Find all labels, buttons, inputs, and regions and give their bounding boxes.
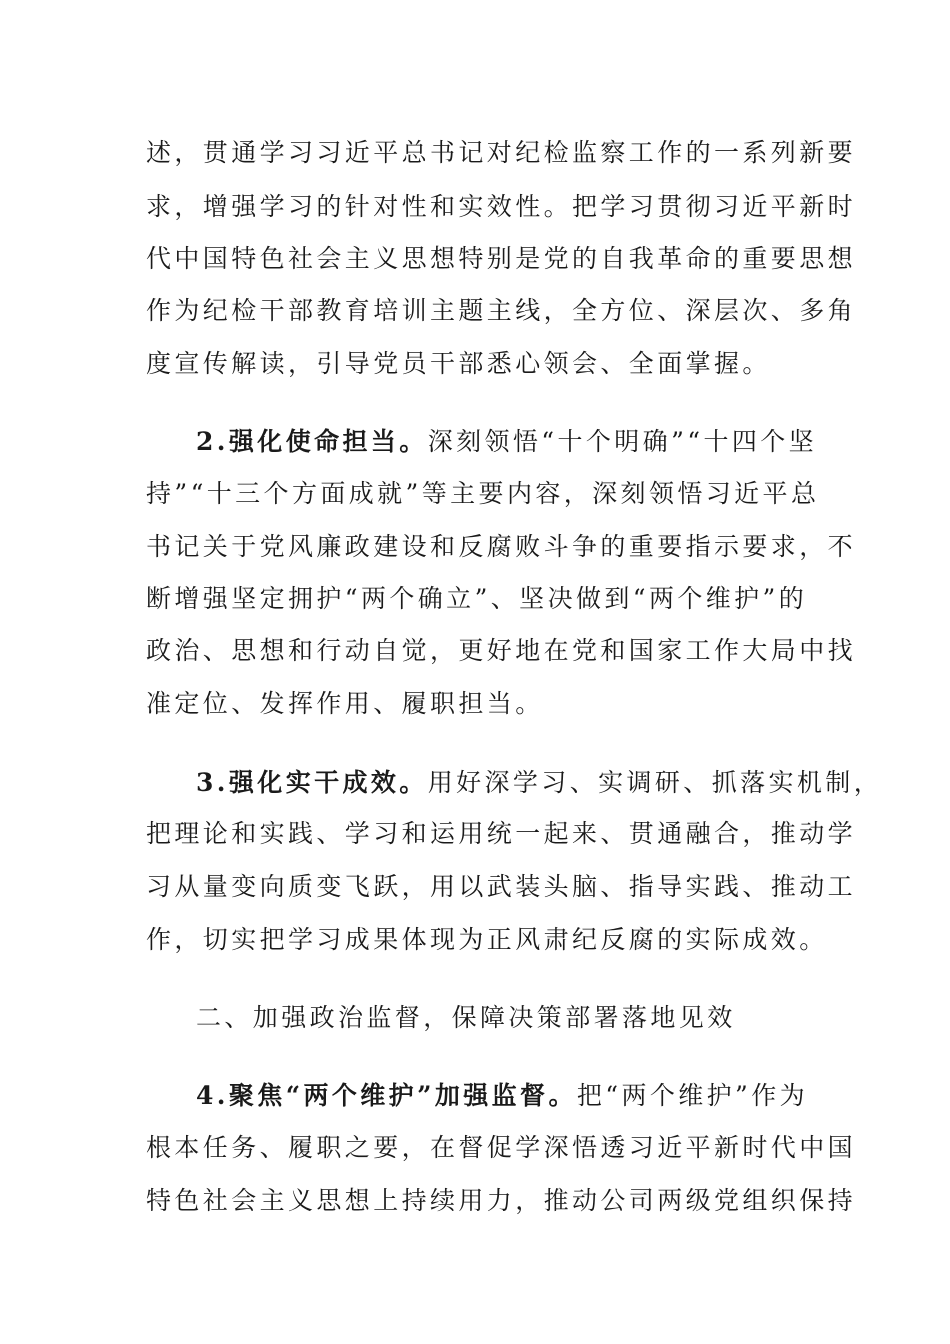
text-line: 根本任务、履职之要，在督促学深悟透习近平新时代中国 [146,1133,857,1162]
paragraph-first-line [196,427,817,457]
text-line: 准定位、发挥作用、履职担当。 [146,689,544,718]
text-line: 代中国特色社会主义思想特别是党的自我革命的重要思想 [146,244,857,273]
text-line: 度宣传解读，引导党员干部悉心领会、全面掌握。 [146,349,771,378]
paragraph-first-line [196,1081,808,1111]
paragraph-heading: 4.聚焦“两个维护”加强监督。 [196,1081,577,1110]
text-line: 习从量变向质变飞跃，用以武装头脑、指导实践、推动工 [146,872,857,901]
text-line: 特色社会主义思想上持续用力，推动公司两级党组织保持 [146,1186,857,1215]
text-line: 把理论和实践、学习和运用统一起来、贯通融合，推动学 [146,819,857,848]
paragraph-first-line [196,768,882,798]
paragraph-heading: 3.强化实干成效。 [196,768,428,797]
paragraph-text: 用好深学习、实调研、抓落实机制， [427,768,883,797]
text-line: 书记关于党风廉政建设和反腐败斗争的重要指示要求，不 [146,532,857,561]
text-line: 作，切实把学习成果体现为正风肃纪反腐的实际成效。 [146,925,828,954]
text-line: 持”“十三个方面成就”等主要内容，深刻领悟习近平总 [146,479,820,508]
section-heading: 二、加强政治监督，保障决策部署落地见效 [196,1003,736,1032]
text-line: 求，增强学习的针对性和实效性。把学习贯彻习近平新时 [146,192,857,221]
text-line: 政治、思想和行动自觉，更好地在党和国家工作大局中找 [146,636,857,665]
text-line: 断增强坚定拥护“两个确立”、坚决做到“两个维护”的 [146,584,808,613]
text-line: 作为纪检干部教育培训主题主线，全方位、深层次、多角 [146,296,857,325]
text-line: 述，贯通学习习近平总书记对纪检监察工作的一系列新要 [146,138,857,167]
paragraph-heading: 2.强化使命担当。 [196,427,428,456]
paragraph-text: 深刻领悟“十个明确”“十四个坚 [427,427,818,456]
paragraph-text: 把“两个维护”作为 [576,1081,809,1110]
